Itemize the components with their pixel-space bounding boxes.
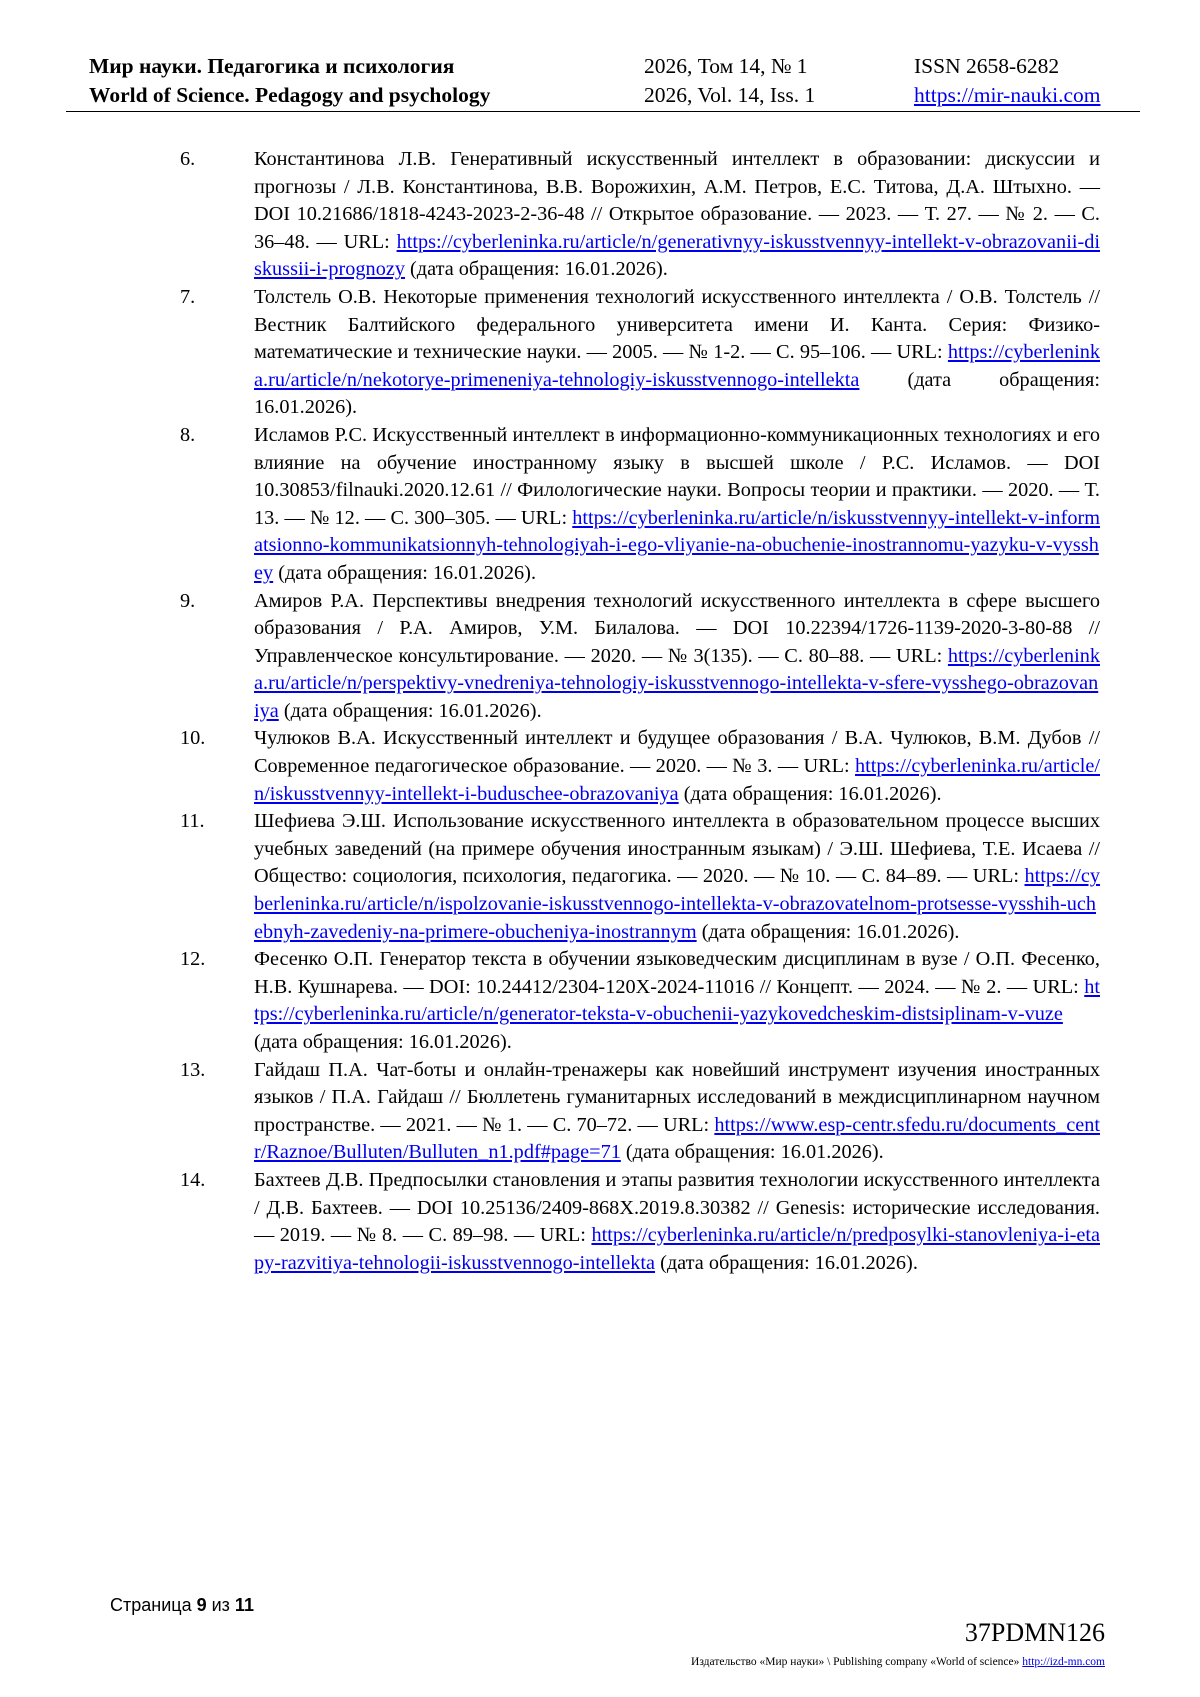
reference-item xyxy=(180,284,1100,422)
reference-url-link[interactable]: https://cyberleninka.ru/article/n/iskusstvennyy-intellekt-v-informatsionno-kommunikatsionnyh-tehnologiyah-i-ego-vliyanie-na-obuchenie-inostrannomu-yazyku-v-vysshey xyxy=(254,506,1100,584)
reference-text: Шефиева Э.Ш. Использование искусственного интеллекта в образовательном процессе высших учебных заведений (на примере обучения иностранным языкам) / Э.Ш. Шефиева, Т.Е. Исаева // Общество: социология, психология, педагогика. — 2020. — № 10. — С. 84–89. — URL: xyxy=(254,810,1100,888)
reference-url-link[interactable]: https://cyberleninka.ru/article/n/nekotorye-primeneniya-tehnologiy-iskusstvennogo-intellekta xyxy=(254,341,1100,391)
reference-number: 10. xyxy=(180,727,206,750)
reference-access-date: (дата обращения: 16.01.2026). xyxy=(696,920,960,943)
reference-number: 13. xyxy=(180,1058,206,1081)
reference-url-link[interactable]: https://cyberleninka.ru/article/n/iskusstvennyy-intellekt-i-buduschee-obrazovaniya xyxy=(254,755,1100,805)
header-divider xyxy=(66,111,1140,112)
reference-text: Амиров Р.А. Перспективы внедрения технологий искусственного интеллекта в сфере высшего образования / Р.А. Амиров, У.М. Билалова. — DOI 10.22394/1726-1139-2020-3-80-88 // Управленческое консультирование. — 2020. — № 3(135). — С. 80–88. — URL: xyxy=(254,589,1100,667)
reference-url-link[interactable]: https://www.esp-centr.sfedu.ru/documents_centr/Raznoe/Bulluten/Bulluten_n1.pdf#page=71 xyxy=(254,1113,1100,1164)
reference-item xyxy=(180,1057,1100,1167)
reference-item xyxy=(180,146,1100,284)
reference-number: 11. xyxy=(180,810,205,833)
reference-text: Фесенко О.П. Генератор текста в обучении языковедческим дисциплинам в вузе / О.П. Фесенко, Н.В. Кушнарева. — DOI: 10.24412/2304-120X-2024-11016 // Концепт. — 2024. — № 2. — URL: xyxy=(254,948,1100,998)
page-of: из xyxy=(206,1595,235,1615)
reference-url-link[interactable]: https://cyberleninka.ru/article/n/generativnyy-iskusstvennyy-intellekt-v-obrazovanii-diskussii-i-prognozy xyxy=(254,230,1100,281)
reference-number: 14. xyxy=(180,1168,206,1191)
reference-text: Исламов Р.С. Искусственный интеллект в информационно-коммуникационных технологиях и его влияние на обучение иностранному языку в высшей школе / Р.С. Исламов. — DOI 10.30853/filnauki.2020.12.61 // Филологические науки. Вопросы теории и практики. — 2020. — Т. 13. — № 12. — С. 300–305. — URL: xyxy=(254,423,1100,529)
running-header xyxy=(89,52,1140,110)
reference-item xyxy=(180,1167,1100,1277)
reference-access-date: (дата обращения: 16.01.2026). xyxy=(254,1031,512,1053)
reference-item xyxy=(180,808,1100,946)
reference-access-date: (дата обращения: 16.01.2026). xyxy=(655,1251,918,1274)
reference-number: 7. xyxy=(180,285,196,308)
reference-access-date: (дата обращения: 16.01.2026). xyxy=(678,782,942,805)
publisher-link[interactable]: http://izd-mn.com xyxy=(1022,1656,1105,1668)
reference-access-date: (дата обращения: 16.01.2026). xyxy=(620,1141,884,1164)
header-row-en xyxy=(89,81,1140,110)
reference-number: 8. xyxy=(180,423,196,446)
reference-access-date: (дата обращения: 16.01.2026). xyxy=(278,699,542,722)
header-row-ru xyxy=(89,52,1140,81)
reference-access-date: (дата обращения: 16.01.2026). xyxy=(273,561,537,584)
reference-text: Толстель О.В. Некоторые применения технологий искусственного интеллекта / О.В. Толстель // Вестник Балтийского федерального университета имени И. Канта. Серия: Физико-математические и технические науки. — 2005. — № 1-2. — С. 95–106. — URL: xyxy=(254,285,1100,364)
article-code: 37PDMN126 xyxy=(964,1618,1105,1647)
reference-url-link[interactable]: https://cyberleninka.ru/article/n/generator-teksta-v-obuchenii-yazykovedcheskim-distsiplinam-v-vuze xyxy=(254,975,1100,1026)
reference-text: Чулюков В.А. Искусственный интеллект и будущее образования / В.А. Чулюков, В.М. Дубов // Современное педагогическое образование. — 2020. — № 3. — URL: xyxy=(254,727,1100,778)
reference-list xyxy=(180,146,1100,1277)
page-number: 9 xyxy=(196,1595,207,1615)
reference-url-link[interactable]: https://cyberleninka.ru/article/n/ispolzovanie-iskusstvennogo-intellekta-v-obrazovatelnom-protsesse-vysshih-uchebnyh-zavedeniy-na-primere-obucheniya-inostrannym xyxy=(254,865,1100,943)
reference-number: 12. xyxy=(180,948,206,971)
reference-text: Константинова Л.В. Генеративный искусственный интеллект в образовании: дискуссии и прогнозы / Л.В. Константинова, В.В. Ворожихин, А.М. Петров, Е.С. Титова, Д.А. Штыхно. — DOI 10.21686/1818-4243-2023-2-36-48 // Открытое образование. — 2023. — Т. 27. — № 2. — С. 36–48. — URL: xyxy=(254,148,1100,253)
reference-text: Бахтеев Д.В. Предпосылки становления и этапы развития технологии искусственного интеллекта / Д.В. Бахтеев. — DOI 10.25136/2409-868X.2019.8.30382 // Genesis: исторические исследования. — 2019. — № 8. — С. 89–98. — URL: xyxy=(254,1168,1100,1247)
journal-title-en: World of Science. Pedagogy and psychology xyxy=(89,83,491,107)
reference-url-link[interactable]: https://cyberleninka.ru/article/n/predposylki-stanovleniya-i-etapy-razvitiya-tehnologii-iskusstvennogo-intellekta xyxy=(254,1224,1100,1274)
publisher-text: Издательство «Мир науки» \ Publishing company «World of science» xyxy=(691,1656,1023,1668)
journal-site-link[interactable]: https://mir-nauki.com xyxy=(914,83,1101,107)
reference-text: Гайдаш П.А. Чат-боты и онлайн-тренажеры как новейший инструмент изучения иностранных языков / П.А. Гайдаш // Бюллетень гуманитарных исследований в междисциплинарном научном пространстве. — 2021. — № 1. — С. 70–72. — URL: xyxy=(254,1058,1100,1136)
issue-ru: 2026, Том 14, № 1 xyxy=(644,54,808,78)
publisher-line xyxy=(691,1656,1105,1668)
page-total: 11 xyxy=(234,1595,254,1615)
reference-number: 6. xyxy=(180,148,196,170)
journal-title-ru: Мир науки. Педагогика и психология xyxy=(89,54,455,78)
reference-url-link[interactable]: https://cyberleninka.ru/article/n/perspektivy-vnedreniya-tehnologiy-iskusstvennogo-intellekta-v-sfere-vysshego-obrazovaniya xyxy=(254,644,1100,722)
page-counter xyxy=(110,1595,254,1616)
reference-access-date: (дата обращения: 16.01.2026). xyxy=(404,258,668,281)
issue-en: 2026, Vol. 14, Iss. 1 xyxy=(644,83,816,107)
issn: ISSN 2658-6282 xyxy=(914,54,1060,78)
page-word: Страница xyxy=(110,1595,197,1615)
reference-item xyxy=(180,725,1100,808)
reference-number: 9. xyxy=(180,589,196,612)
reference-item xyxy=(180,422,1100,588)
reference-item xyxy=(180,588,1100,726)
reference-access-date: (дата обращения: 16.01.2026). xyxy=(254,368,1100,419)
reference-item xyxy=(180,946,1100,1056)
